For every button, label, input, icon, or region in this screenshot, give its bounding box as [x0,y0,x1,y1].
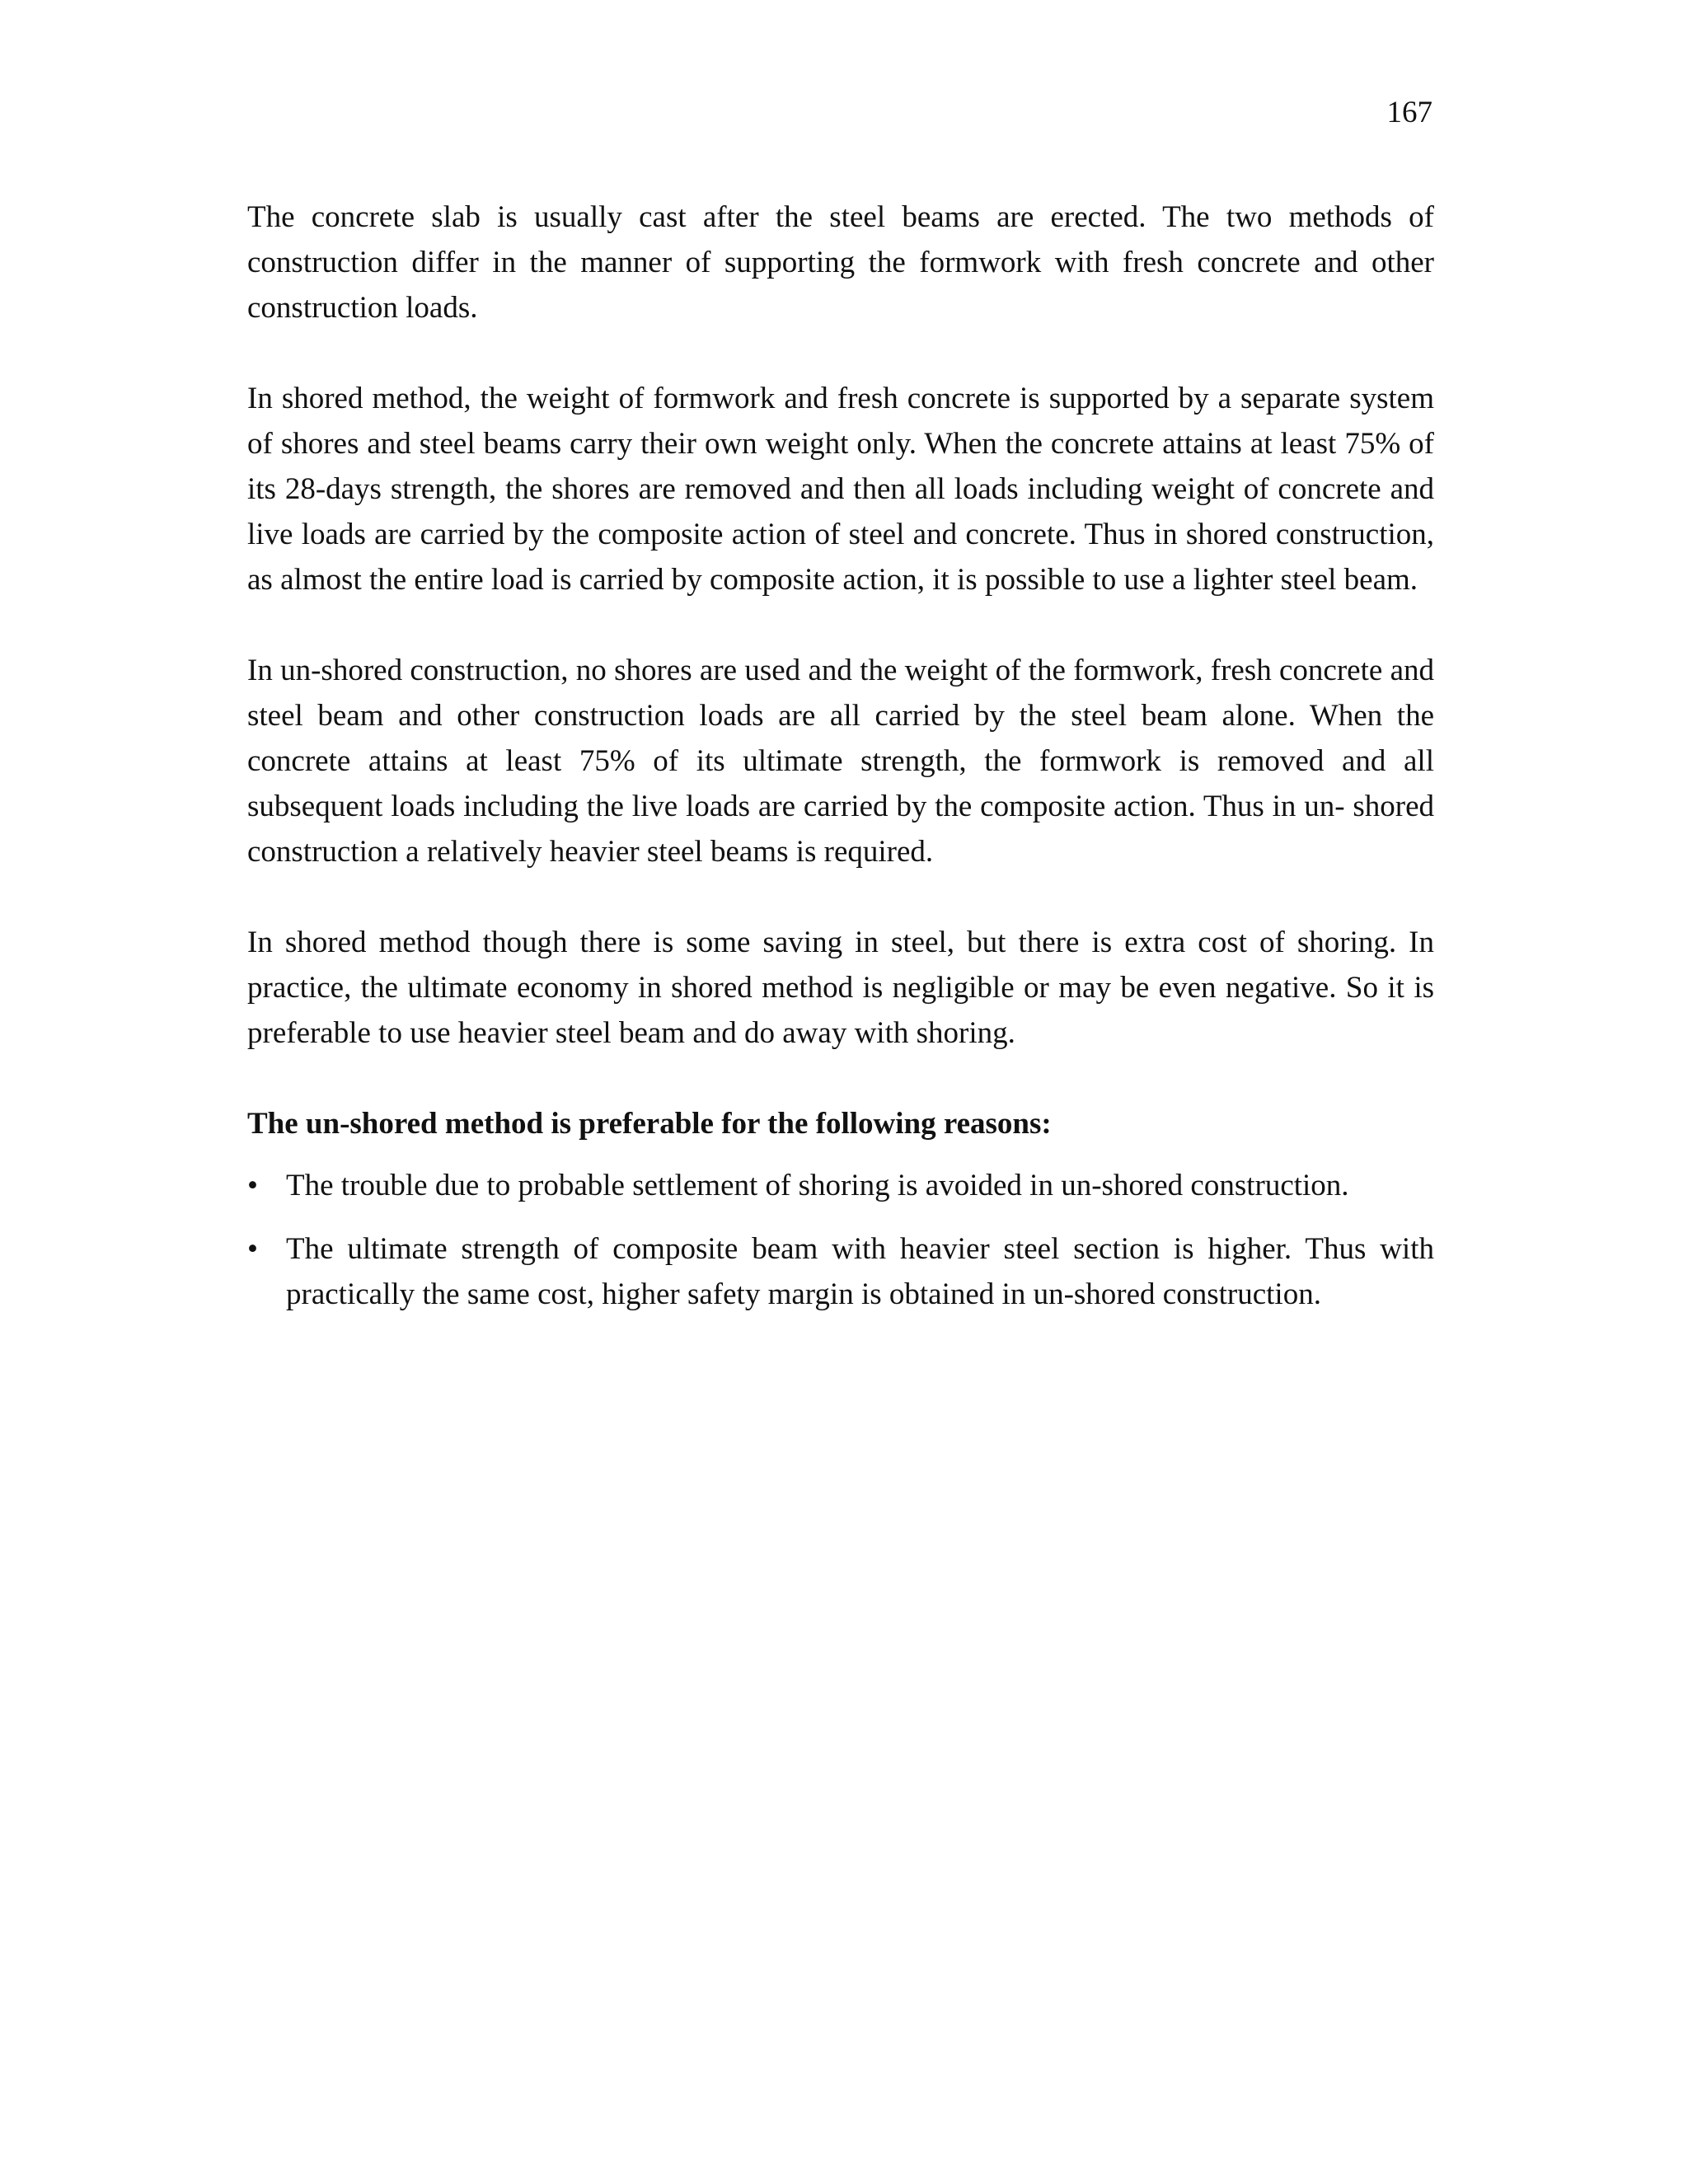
page-body [247,194,1434,1335]
reasons-list [247,1163,1434,1317]
list-item-text: The trouble due to probable settlement of shoring is avoided in un-shored construction. [286,1169,1349,1202]
list-item [247,1226,1434,1317]
bullet-icon: • [247,1169,258,1202]
paragraph-unshored-construction: In un-shored construction, no shores are used and the weight of the formwork, fresh concrete and steel beam and other construction loads are all carried by the steel beam alone. When the concrete attains at least 75% of its ultimate strength, the formwork is removed and all subsequent loads including the live loads are carried by the composite action. Thus in un- shored construction a relatively heavier steel beams is required. [247,654,1434,869]
bullet-icon: • [247,1232,258,1266]
list-item-text: The ultimate strength of composite beam with heavier steel section is higher. Thus with practically the same cost, higher safety margin is obtained in un-shored construction. [286,1232,1434,1311]
list-item [247,1163,1434,1208]
paragraph-shored-method: In shored method, the weight of formwork and fresh concrete is supported by a separate system of shores and steel beams carry their own weight only. When the concrete attains at least 75% of its 28-days strength, the shores are removed and then all loads including weight of concrete and live loads are carried by the composite action of steel and concrete. Thus in shored construction, as almost the entire load is carried by composite action, it is possible to use a lighter steel beam. [247,382,1434,597]
page-number: 167 [1386,96,1432,129]
paragraph-shoring-economy: In shored method though there is some saving in steel, but there is extra cost of shoring. In practice, the ultimate economy in shored method is negligible or may be even negative. So it is preferable to use heavier steel beam and do away with shoring. [247,926,1434,1050]
paragraph-casting-methods: The concrete slab is usually cast after the steel beams are erected. The two methods of construction differ in the manner of supporting the formwork with fresh concrete and other construction loads. [247,200,1434,325]
reasons-heading: The un-shored method is preferable for the following reasons: [247,1107,1052,1141]
